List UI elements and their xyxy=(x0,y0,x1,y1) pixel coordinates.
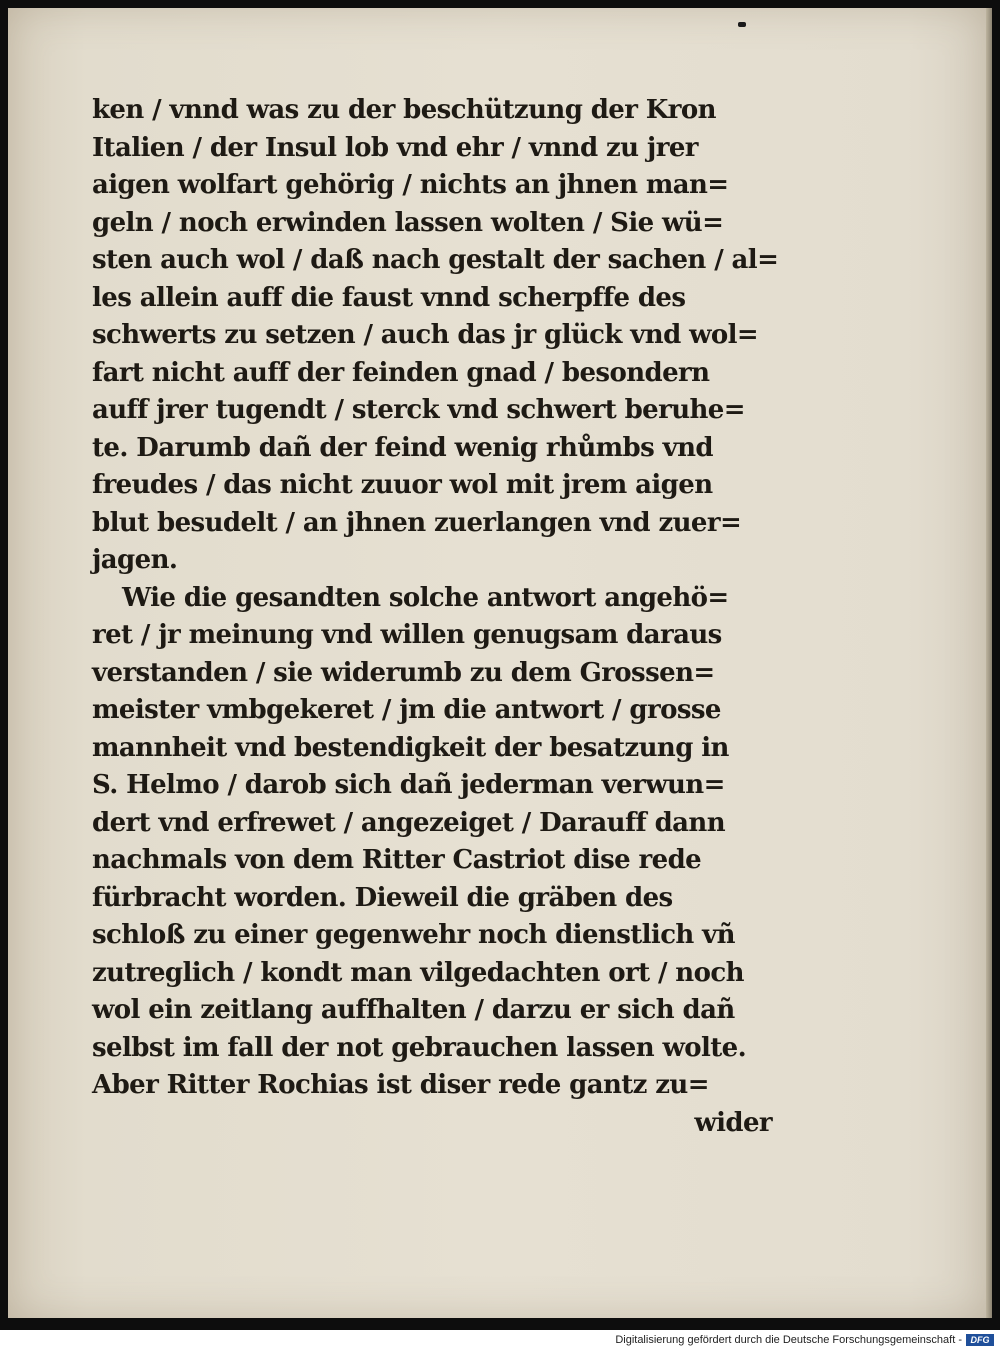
text-line: mannheit vnd bestendigkeit der besatzung in xyxy=(92,732,729,763)
text-line: nachmals von dem Ritter Castriot dise rede xyxy=(92,845,702,875)
text-line: meister vmbgekeret / jm die antwort / grosse xyxy=(92,695,721,725)
text-line: auff jrer tugendt / sterck vnd schwert beruhe= xyxy=(92,395,745,425)
text-line: selbst im fall der not gebrauchen lassen wolte. xyxy=(92,1032,747,1063)
text-line: dert vnd erfrewet / angezeiget / Darauff dann xyxy=(92,807,726,838)
text-line: sten auch wol / daß nach gestalt der sachen / al= xyxy=(92,245,779,275)
footer-bar xyxy=(0,1330,1000,1351)
ink-mark xyxy=(738,22,746,27)
text-line: freudes / das nicht zuuor wol mit jrem aigen xyxy=(92,470,713,500)
text-line: Italien / der Insul lob vnd ehr / vnnd zu jrer xyxy=(92,132,698,163)
text-line: les allein auff die faust vnnd scherpffe des xyxy=(92,282,686,313)
text-line: geln / noch erwinden lassen wolten / Sie wü= xyxy=(92,207,724,238)
funding-credit: Digitalisierung gefördert durch die Deutsche Forschungsgemeinschaft - xyxy=(615,1334,962,1346)
text-line: verstanden / sie widerumb zu dem Grossen= xyxy=(92,657,715,688)
text-line: te. Darumb dañ der feind wenig rhůmbs vnd xyxy=(92,432,713,463)
page-edge xyxy=(986,8,992,1318)
text-line: blut besudelt / an jhnen zuerlangen vnd zuer= xyxy=(92,507,742,538)
paragraph-start-line: Wie die gesandten solche antwort angehö= xyxy=(122,582,729,613)
text-line: S. Helmo / darob sich dañ jederman verwun= xyxy=(92,770,725,800)
text-line: ret / jr meinung vnd willen genugsam daraus xyxy=(92,620,722,650)
text-line: Aber Ritter Rochias ist diser rede gantz zu= xyxy=(92,1070,709,1100)
text-line: wol ein zeitlang auffhalten / darzu er sich dañ xyxy=(92,995,735,1025)
catchword: wider xyxy=(694,1107,772,1138)
dfg-logo-icon: DFG xyxy=(966,1334,994,1346)
text-line: schloß zu einer gegenwehr noch dienstlich vñ xyxy=(92,920,735,950)
text-line: jagen. xyxy=(92,545,178,575)
text-line: fürbracht worden. Dieweil die gräben des xyxy=(92,882,673,913)
text-line: schwerts zu setzen / auch das jr glück vnd wol= xyxy=(92,320,759,350)
text-line: aigen wolfart gehörig / nichts an jhnen man= xyxy=(92,170,729,200)
page-text xyxy=(92,92,779,1142)
text-line: ken / vnnd was zu der beschützung der Kron xyxy=(92,95,716,125)
text-line: zutreglich / kondt man vilgedachten ort / noch xyxy=(92,957,744,988)
text-line: fart nicht auff der feinden gnad / besondern xyxy=(92,357,710,388)
